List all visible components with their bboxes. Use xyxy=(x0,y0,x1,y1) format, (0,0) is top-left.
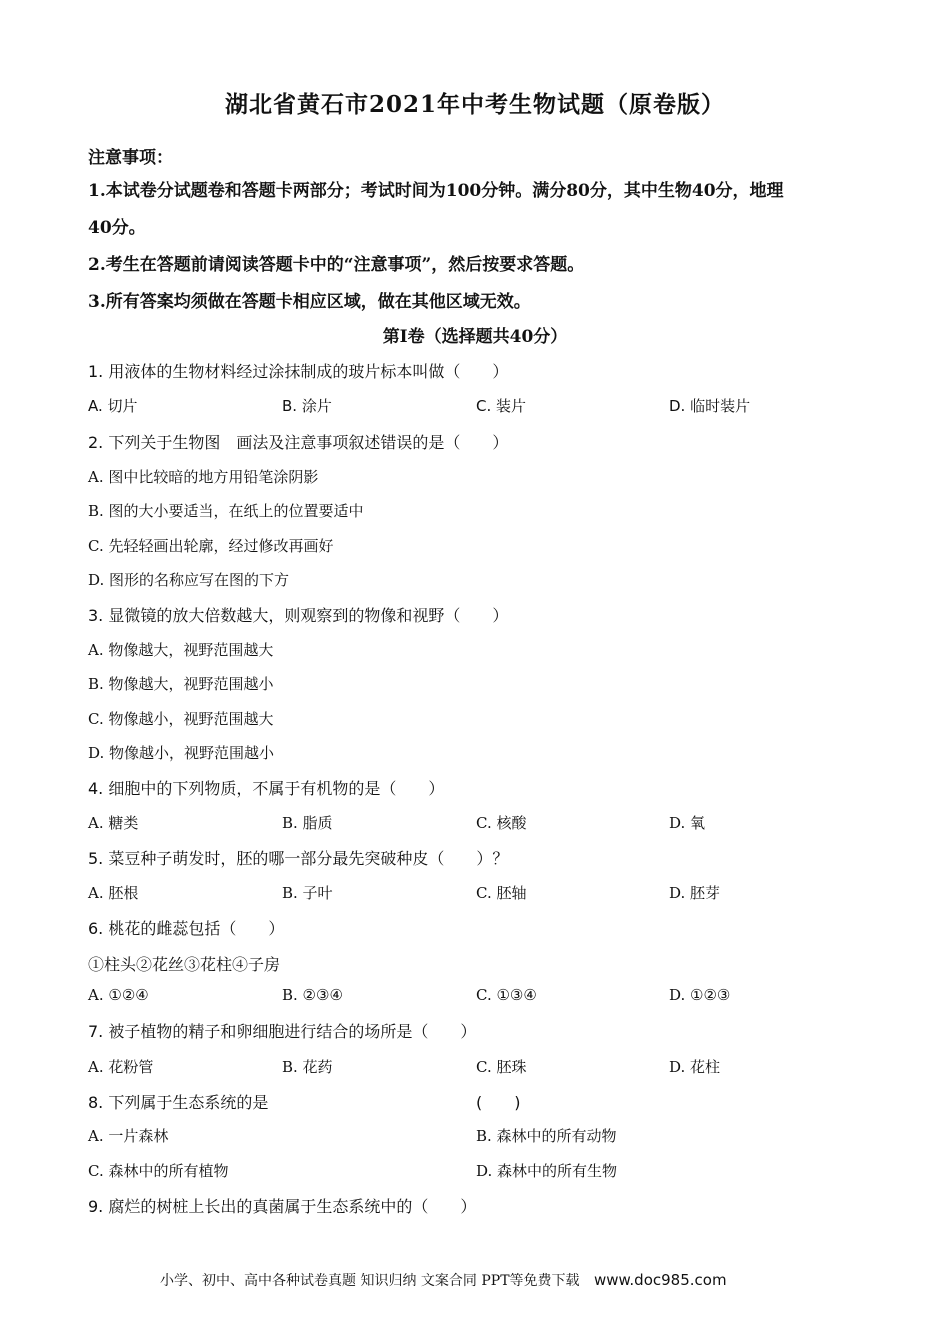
question-4 xyxy=(88,776,444,799)
q6-option-b: B. ②③④ xyxy=(282,986,343,1004)
q2-option-b: B. 图的大小要适当，在纸上的位置要适中 xyxy=(88,502,364,520)
notice-line-1b: 40分。 xyxy=(88,218,146,238)
question-text: 下列关于生物图 画法及注意事项叙述错误的是（ ） xyxy=(108,433,509,452)
q7-option-d: D. 花柱 xyxy=(669,1058,721,1076)
q7-option-a: A. 花粉管 xyxy=(88,1058,154,1076)
question-text: 菜豆种子萌发时，胚的哪一部分最先突破种皮（ ）？ xyxy=(108,849,509,868)
question-number: 6. xyxy=(88,919,104,938)
q3-option-b: B. 物像越大，视野范围越小 xyxy=(88,675,274,693)
question-3 xyxy=(88,603,508,626)
footer-url[interactable]: www.doc985.com xyxy=(593,1271,727,1289)
question-text: 细胞中的下列物质，不属于有机物的是（ ） xyxy=(108,779,445,798)
q1-option-d: D. 临时装片 xyxy=(669,397,751,415)
q8-option-d: D. 森林中的所有生物 xyxy=(476,1162,618,1180)
q1-option-a: A. 切片 xyxy=(88,397,138,415)
question-number: 7. xyxy=(88,1022,104,1041)
q4-option-b: B. 脂质 xyxy=(282,814,333,832)
notice-line-2: 2.考生在答题前请阅读答题卡中的“注意事项”，然后按要求答题。 xyxy=(88,255,585,275)
q6-option-a: A. ①②④ xyxy=(88,986,149,1004)
q5-option-b: B. 子叶 xyxy=(282,884,333,902)
question-5 xyxy=(88,846,508,869)
question-number: 9. xyxy=(88,1197,104,1216)
question-2 xyxy=(88,430,508,453)
q8-option-b: B. 森林中的所有动物 xyxy=(476,1127,617,1145)
footer-text: 小学、初中、高中各种试卷真题 知识归纳 文案合同 PPT等免费下载 xyxy=(160,1273,580,1289)
question-number: 3. xyxy=(88,606,104,625)
question-7 xyxy=(88,1019,476,1042)
q8-answer-paren: ( ) xyxy=(476,1093,521,1112)
notice-line-1a: 1.本试卷分试题卷和答题卡两部分；考试时间为100分钟。满分80分，其中生物40分，地理 xyxy=(88,181,784,201)
notice-line-3: 3.所有答案均须做在答题卡相应区域，做在其他区域无效。 xyxy=(88,292,531,312)
footer xyxy=(160,1270,727,1290)
q6-option-c: C. ①③④ xyxy=(476,986,537,1004)
question-number: 4. xyxy=(88,779,104,798)
q4-option-c: C. 核酸 xyxy=(476,814,527,832)
section-heading: 第Ⅰ卷（选择题共40分） xyxy=(382,327,568,347)
q8-option-c: C. 森林中的所有植物 xyxy=(88,1162,229,1180)
q8-option-a: A. 一片森林 xyxy=(88,1127,169,1145)
q2-option-c: C. 先轻轻画出轮廓，经过修改再画好 xyxy=(88,537,334,555)
q6-option-d: D. ①②③ xyxy=(669,986,731,1004)
question-1 xyxy=(88,359,508,382)
q7-option-c: C. 胚珠 xyxy=(476,1058,527,1076)
question-number: 8. xyxy=(88,1093,104,1112)
question-number: 1. xyxy=(88,362,104,381)
q5-option-c: C. 胚轴 xyxy=(476,884,527,902)
question-number: 5. xyxy=(88,849,104,868)
question-number: 2. xyxy=(88,433,104,452)
q2-option-a: A. 图中比较暗的地方用铅笔涂阴影 xyxy=(88,468,319,486)
q1-option-b: B. 涂片 xyxy=(282,397,332,415)
q4-option-d: D. 氧 xyxy=(669,814,706,832)
question-8 xyxy=(88,1090,268,1113)
q5-option-a: A. 胚根 xyxy=(88,884,139,902)
q4-option-a: A. 糖类 xyxy=(88,814,139,832)
q5-option-d: D. 胚芽 xyxy=(669,884,721,902)
q6-statement: ①柱头②花丝③花柱④子房 xyxy=(88,955,281,974)
q7-option-b: B. 花药 xyxy=(282,1058,333,1076)
q3-option-c: C. 物像越小，视野范围越大 xyxy=(88,710,274,728)
question-text: 被子植物的精子和卵细胞进行结合的场所是（ ） xyxy=(108,1022,477,1041)
q3-option-a: A. 物像越大，视野范围越大 xyxy=(88,641,274,659)
question-text: 用液体的生物材料经过涂抹制成的玻片标本叫做（ ） xyxy=(108,362,509,381)
q2-option-d: D. 图形的名称应写在图的下方 xyxy=(88,571,290,589)
question-6 xyxy=(88,916,284,939)
notice-heading: 注意事项： xyxy=(88,148,173,168)
question-text: 腐烂的树桩上长出的真菌属于生态系统中的（ ） xyxy=(108,1197,477,1216)
q1-option-c: C. 装片 xyxy=(476,397,527,415)
question-9 xyxy=(88,1194,476,1217)
question-text: 下列属于生态系统的是 xyxy=(108,1093,269,1112)
page-title: 湖北省黄石市2021年中考生物试题（原卷版） xyxy=(224,91,725,118)
q3-option-d: D. 物像越小，视野范围越小 xyxy=(88,744,275,762)
question-text: 显微镜的放大倍数越大，则观察到的物像和视野（ ） xyxy=(108,606,509,625)
question-text: 桃花的雌蕊包括（ ） xyxy=(108,919,285,938)
